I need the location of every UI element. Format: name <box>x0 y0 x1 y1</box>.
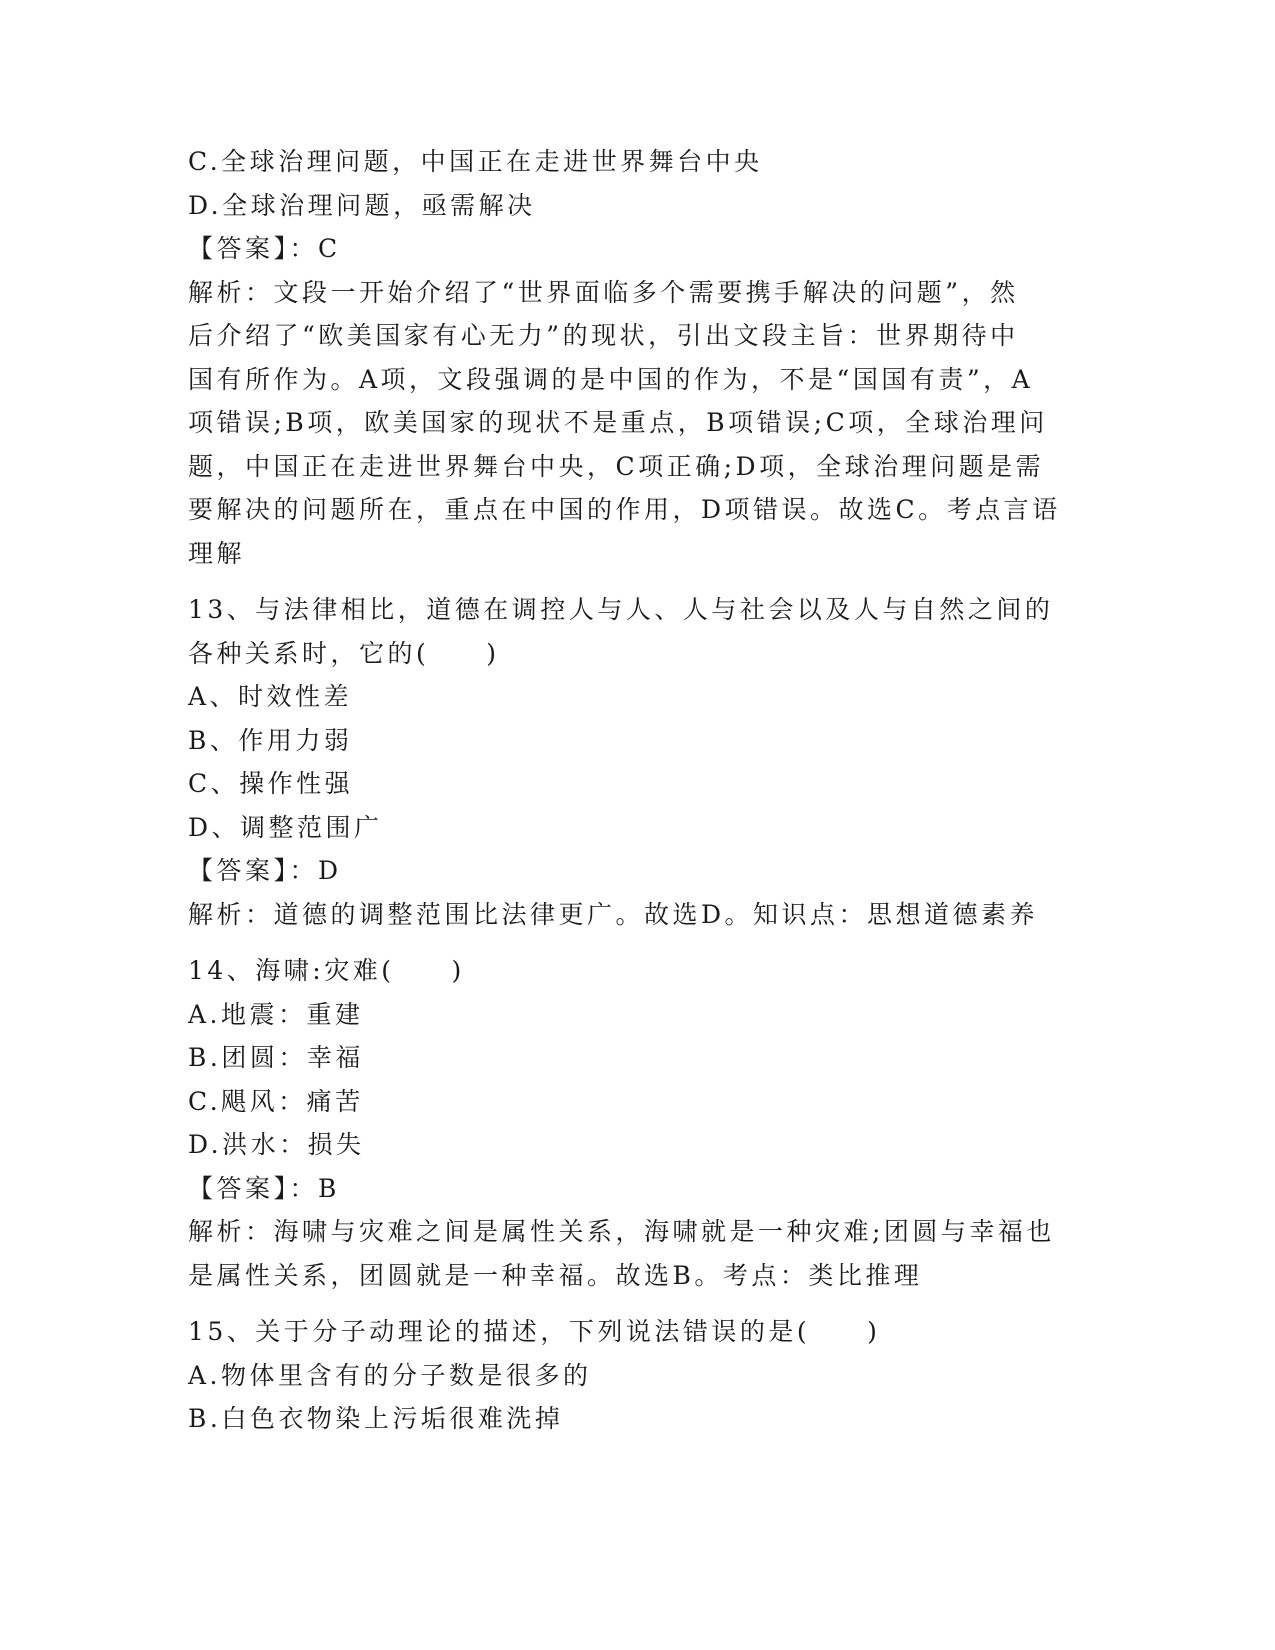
question-stem: 各种关系时，它的( ) <box>188 638 500 668</box>
spacer <box>188 1297 1078 1310</box>
answer-line: 【答案】：B <box>188 1173 340 1203</box>
spacer <box>188 936 1078 949</box>
answer-line: 【答案】：C <box>188 234 341 263</box>
spacer <box>188 575 1078 588</box>
option-a: A、时效性差 <box>188 682 353 711</box>
option-c: C.飓风：痛苦 <box>188 1086 364 1116</box>
analysis-line: 后介绍了“欧美国家有心无力”的现状，引出文段主旨：世界期待中 <box>188 321 1019 350</box>
analysis-line: 题，中国正在走进世界舞台中央，C项正确;D项，全球治理问题是需 <box>188 451 1045 481</box>
option-a: A.物体里含有的分子数是很多的 <box>188 1360 592 1390</box>
question-12-continued <box>188 140 1078 575</box>
analysis-line: 要解决的问题所在，重点在中国的作用，D项错误。故选C。考点言语 <box>188 495 1061 524</box>
option-d: D.全球治理问题，亟需解决 <box>188 190 536 220</box>
analysis-line: 解析：海啸与灾难之间是属性关系，海啸就是一种灾难;团圆与幸福也 <box>188 1217 1055 1246</box>
question-15 <box>188 1310 1078 1441</box>
question-stem: 14、海啸:灾难( ) <box>188 956 465 985</box>
option-c: C.全球治理问题，中国正在走进世界舞台中央 <box>188 147 763 176</box>
option-d: D、调整范围广 <box>188 812 383 842</box>
option-b: B.白色衣物染上污垢很难洗掉 <box>188 1404 564 1433</box>
analysis-line: 理解 <box>188 538 246 568</box>
analysis-line: 解析：道德的调整范围比法律更广。故选D。知识点：思想道德素养 <box>188 899 1039 929</box>
question-13 <box>188 588 1078 936</box>
option-a: A.地震：重建 <box>188 999 364 1029</box>
question-stem: 13、与法律相比，道德在调控人与人、人与社会以及人与自然之间的 <box>188 595 1054 624</box>
option-c: C、操作性强 <box>188 769 354 798</box>
option-b: B、作用力弱 <box>188 725 353 755</box>
analysis-line: 国有所作为。A项，文段强调的是中国的作为，不是“国国有责”，A <box>188 364 1034 394</box>
analysis-line: 是属性关系，团圆就是一种幸福。故选B。考点：类比推理 <box>188 1260 923 1290</box>
answer-line: 【答案】：D <box>188 856 342 885</box>
option-b: B.团圆：幸福 <box>188 1043 364 1072</box>
question-14 <box>188 949 1078 1297</box>
option-d: D.洪水：损失 <box>188 1130 365 1159</box>
analysis-line: 解析：文段一开始介绍了“世界面临多个需要携手解决的问题”，然 <box>188 277 1019 307</box>
analysis-line: 项错误;B项，欧美国家的现状不是重点，B项错误;C项，全球治理问 <box>188 408 1048 437</box>
page-content <box>188 140 1078 1441</box>
question-stem: 15、关于分子动理论的描述，下列说法错误的是( ) <box>188 1317 881 1346</box>
